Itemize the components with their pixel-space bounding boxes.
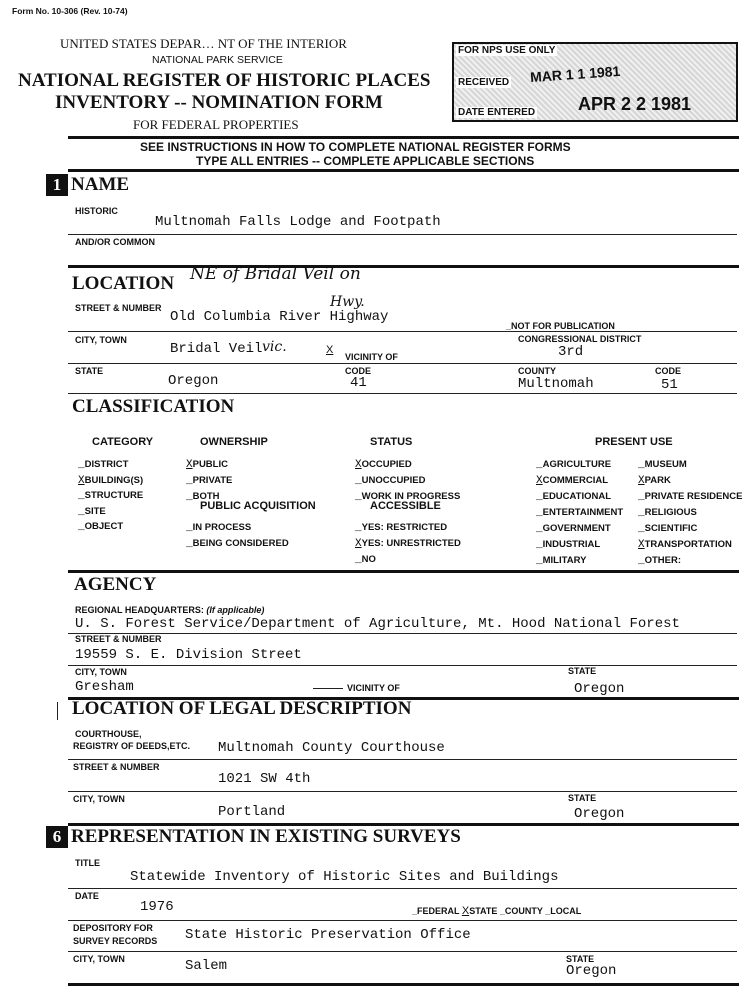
vicinity-mark: X <box>326 344 334 356</box>
street-label: STREET & NUMBER <box>75 303 162 313</box>
state-label: STATE <box>75 366 104 376</box>
check-label: BEING CONSIDERED <box>192 538 289 549</box>
check-mark: X <box>355 459 362 471</box>
check-mark: _ <box>638 491 645 503</box>
not-for-publication: _NOT FOR PUBLICATION <box>506 321 615 331</box>
agency-state-label: STATE <box>568 666 597 676</box>
check-label: GOVERNMENT <box>542 523 611 534</box>
common-label: AND/OR COMMON <box>75 237 155 247</box>
check-mark: _ <box>536 459 543 471</box>
ownership-heading: OWNERSHIP <box>200 436 268 448</box>
check-mark: _ <box>536 539 543 551</box>
check-label: YES: RESTRICTED <box>361 522 448 533</box>
section-agency-heading: AGENCY <box>74 574 157 595</box>
legal-street-value: 1021 SW 4th <box>218 771 311 787</box>
section-number: 1 <box>46 174 68 196</box>
check-mark: X <box>186 459 193 471</box>
depository-label-2: SURVEY RECORDS <box>73 936 158 946</box>
check-mark: _ <box>186 522 193 534</box>
check-mark: X <box>638 475 645 487</box>
check-label: AGRICULTURE <box>542 459 612 470</box>
check-label: NO <box>361 554 376 565</box>
present-use-heading: PRESENT USE <box>595 436 673 448</box>
section-title: REPRESENTATION IN EXISTING SURVEYS <box>71 826 461 847</box>
federal-option: _FEDERAL <box>412 906 460 916</box>
checklist-item <box>638 550 681 568</box>
survey-level-options <box>412 905 581 917</box>
received-label: RECEIVED <box>458 77 510 88</box>
category-heading: CATEGORY <box>92 436 154 448</box>
agency-city-label: CITY, TOWN <box>75 667 127 677</box>
check-label: MILITARY <box>542 555 587 566</box>
courthouse-label-2: REGISTRY OF DEEDS,ETC. <box>73 741 191 751</box>
historic-label: HISTORIC <box>75 206 118 216</box>
survey-date-value: 1976 <box>140 899 174 915</box>
check-label: MUSEUM <box>644 459 687 470</box>
state-mark: X <box>461 905 470 917</box>
survey-title-value: Statewide Inventory of Historic Sites and Buildings <box>130 869 559 885</box>
check-mark: _ <box>186 491 193 503</box>
street-value: Old Columbia River Highway <box>170 309 389 325</box>
nps-use-box <box>452 42 738 122</box>
city-label: CITY, TOWN <box>75 335 127 345</box>
form-subtitle: FOR FEDERAL PROPERTIES <box>133 117 299 132</box>
legal-state-value: Oregon <box>574 806 625 822</box>
congressional-label: CONGRESSIONAL DISTRICT <box>518 334 642 344</box>
check-label: STRUCTURE <box>84 490 144 501</box>
section-number: 6 <box>46 826 68 848</box>
accessible-heading: ACCESSIBLE <box>370 500 441 512</box>
check-label: OCCUPIED <box>361 459 412 470</box>
city-handwritten: vic. <box>262 339 287 355</box>
check-mark: _ <box>355 491 362 503</box>
form-number: Form No. 10-306 (Rev. 10-74) <box>12 6 128 16</box>
section-classification-heading: CLASSIFICATION <box>72 396 235 417</box>
section-location-heading: LOCATION <box>72 273 175 294</box>
agency-state-value: Oregon <box>574 681 625 697</box>
check-label: SITE <box>84 505 106 517</box>
check-label: INDUSTRIAL <box>542 539 601 550</box>
check-mark: X <box>355 538 362 550</box>
checklist-item <box>186 533 289 551</box>
section-surveys-heading <box>46 826 461 848</box>
check-mark: _ <box>536 491 543 503</box>
code-label: CODE <box>345 366 372 376</box>
instructions-line-2: TYPE ALL ENTRIES -- COMPLETE APPLICABLE SECTIONS <box>196 154 535 168</box>
location-handwritten-note: NE of Bridal Veil on <box>190 264 361 284</box>
check-mark: _ <box>536 507 543 519</box>
section-title: NAME <box>71 174 130 195</box>
vicinity-label: VICINITY OF <box>345 352 398 362</box>
department-line: UNITED STATES DEPAR… NT OF THE INTERIOR <box>60 36 347 51</box>
service-line: NATIONAL PARK SERVICE <box>152 54 283 66</box>
check-label: OBJECT <box>84 521 124 532</box>
check-mark: X <box>638 539 645 551</box>
regional-label-text: REGIONAL HEADQUARTERS: <box>75 605 204 615</box>
check-label: PRIVATE <box>192 475 233 486</box>
check-mark: _ <box>638 523 645 535</box>
survey-state-value: Oregon <box>566 963 617 979</box>
check-label: IN PROCESS <box>192 522 252 533</box>
city-value: Bridal Veil <box>170 341 263 357</box>
check-mark: _ <box>78 521 85 533</box>
check-mark: _ <box>638 507 645 519</box>
county-code-label: CODE <box>655 366 682 376</box>
legal-city-label: CITY, TOWN <box>73 794 125 804</box>
check-mark: X <box>78 474 85 487</box>
regional-value: U. S. Forest Service/Department of Agriculture, Mt. Hood National Forest <box>75 616 680 632</box>
entered-stamp: APR 2 2 1981 <box>578 94 692 114</box>
courthouse-value: Multnomah County Courthouse <box>218 740 445 756</box>
congressional-value: 3rd <box>558 344 584 360</box>
nps-heading: FOR NPS USE ONLY <box>458 45 556 56</box>
courthouse-label-1: COURTHOUSE, <box>75 729 142 739</box>
section-name-heading <box>46 174 129 196</box>
check-mark: _ <box>638 555 645 567</box>
check-label: RELIGIOUS <box>644 507 697 518</box>
location-handwritten-hwy: Hwy. <box>330 294 365 310</box>
agency-vicinity-line <box>313 688 343 689</box>
county-option: _COUNTY <box>499 906 543 916</box>
check-label: BUILDING(S) <box>84 474 144 486</box>
check-label: DISTRICT <box>84 459 129 470</box>
check-label: SCIENTIFIC <box>644 523 698 534</box>
check-mark: _ <box>536 555 543 567</box>
regional-label <box>75 605 264 615</box>
agency-street-label: STREET & NUMBER <box>75 634 162 644</box>
survey-city-label: CITY, TOWN <box>73 954 125 964</box>
agency-city-value: Gresham <box>75 679 134 695</box>
check-label: PUBLIC <box>192 459 228 470</box>
check-mark: _ <box>355 475 362 487</box>
code-value: 41 <box>350 375 367 391</box>
form-title-2: INVENTORY -- NOMINATION FORM <box>55 92 383 113</box>
check-label: TRANSPORTATION <box>644 539 732 550</box>
checklist-item <box>78 516 123 534</box>
check-label: YES: UNRESTRICTED <box>361 538 461 549</box>
survey-state-label: STATE <box>566 954 595 964</box>
check-mark: _ <box>186 538 193 550</box>
check-label: COMMERCIAL <box>542 475 609 486</box>
check-mark: _ <box>638 459 645 471</box>
legal-street-label: STREET & NUMBER <box>73 762 160 772</box>
check-label: WORK IN PROGRESS <box>361 491 461 502</box>
county-code-value: 51 <box>661 377 678 393</box>
check-label: OTHER: <box>644 555 682 566</box>
check-label: PARK <box>644 475 671 486</box>
depository-label-1: DEPOSITORY FOR <box>73 923 153 933</box>
instructions-line-1: SEE INSTRUCTIONS IN HOW TO COMPLETE NATIONAL REGISTER FORMS <box>140 140 571 154</box>
entered-label: DATE ENTERED <box>458 107 536 118</box>
regional-label-note: (If applicable) <box>206 605 265 615</box>
agency-vicinity-label: VICINITY OF <box>347 683 400 693</box>
check-mark: _ <box>78 459 85 471</box>
check-label: PRIVATE RESIDENCE <box>644 491 743 502</box>
check-mark: _ <box>355 522 362 534</box>
section-legal-heading: LOCATION OF LEGAL DESCRIPTION <box>72 698 412 719</box>
check-label: BOTH <box>192 491 220 502</box>
state-option: STATE <box>469 906 498 916</box>
check-mark: _ <box>355 554 362 566</box>
depository-value: State Historic Preservation Office <box>185 927 471 943</box>
status-heading: STATUS <box>370 436 413 448</box>
check-mark: _ <box>78 490 85 502</box>
check-mark: _ <box>536 523 543 535</box>
check-label: UNOCCUPIED <box>361 475 426 486</box>
acquisition-heading: PUBLIC ACQUISITION <box>200 500 316 512</box>
county-label: COUNTY <box>518 366 556 376</box>
survey-city-value: Salem <box>185 958 228 974</box>
legal-state-label: STATE <box>568 793 597 803</box>
survey-title-label: TITLE <box>75 858 100 868</box>
check-label: ENTERTAINMENT <box>542 507 624 518</box>
form-title-1: NATIONAL REGISTER OF HISTORIC PLACES <box>18 70 431 91</box>
county-value: Multnomah <box>518 376 594 392</box>
local-option: _LOCAL <box>545 906 582 916</box>
historic-value: Multnomah Falls Lodge and Footpath <box>155 214 441 230</box>
check-mark: X <box>536 475 543 487</box>
survey-date-label: DATE <box>75 891 99 901</box>
checklist-item <box>536 550 586 568</box>
check-label: EDUCATIONAL <box>542 491 612 502</box>
state-value: Oregon <box>168 373 219 389</box>
agency-street-value: 19559 S. E. Division Street <box>75 647 302 663</box>
received-stamp: MAR 1 1 1981 <box>529 62 621 86</box>
legal-city-value: Portland <box>218 804 286 820</box>
check-mark: _ <box>186 475 193 487</box>
check-mark: _ <box>78 505 85 518</box>
checklist-item <box>355 549 376 567</box>
